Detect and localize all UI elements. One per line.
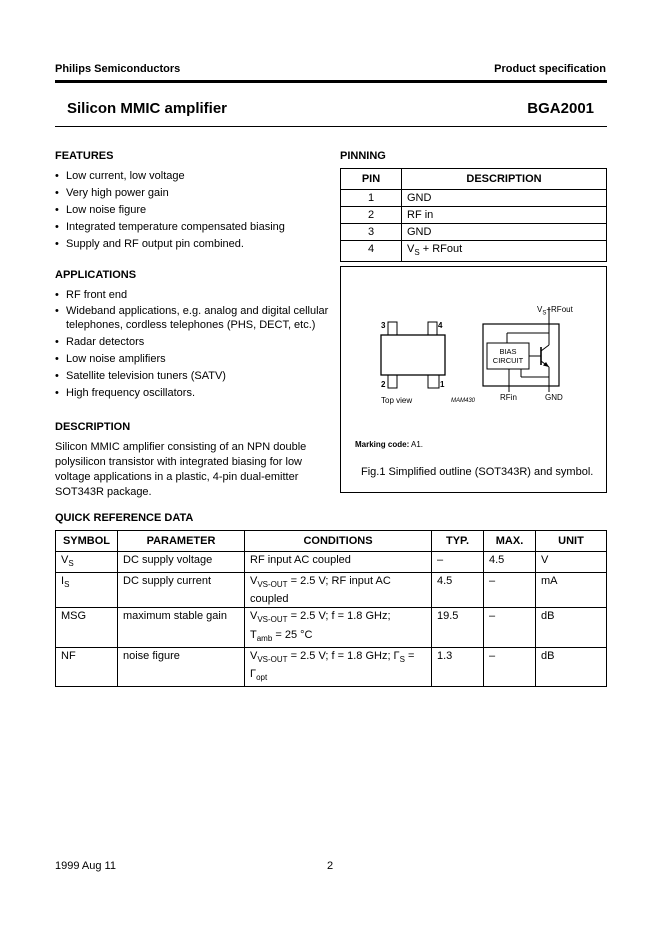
vs-rfout-label: $V_S+RFout$ — [537, 305, 573, 317]
max-cell: – — [484, 647, 536, 686]
col-description: DESCRIPTION — [402, 169, 607, 190]
quick-reference-heading: QUICK REFERENCE DATA — [55, 512, 194, 524]
applications-heading: APPLICATIONS — [55, 269, 137, 281]
table-row — [341, 241, 607, 262]
features-list — [55, 168, 330, 253]
typ-cell: – — [432, 552, 484, 573]
table-row — [56, 573, 607, 608]
conditions-cell: $V_{VS-OUT} = 2.5$ V; RF input AC coupled — [245, 573, 432, 608]
left-column — [55, 150, 330, 500]
list-item: • Low noise figure — [55, 202, 330, 219]
unit-cell: V — [536, 552, 607, 573]
pin1-label: 1 — [440, 380, 445, 389]
list-item: • Very high power gain — [55, 185, 330, 202]
table-header-row — [341, 169, 607, 190]
pin-description: $V_S$ + RFout — [402, 241, 607, 262]
parameter-cell: DC supply voltage — [118, 552, 245, 573]
unit-cell: dB — [536, 647, 607, 686]
list-item: • Integrated temperature compensated biasing — [55, 219, 330, 236]
col-symbol: SYMBOL — [56, 531, 118, 552]
pin-number: 3 — [341, 224, 402, 241]
max-cell: – — [484, 608, 536, 647]
pin-description: GND — [402, 190, 607, 207]
pinning-heading: PINNING — [340, 150, 386, 162]
title-rule — [55, 126, 607, 127]
marking-code: Marking code: A1. — [355, 440, 424, 449]
max-cell: – — [484, 573, 536, 608]
table-row — [341, 190, 607, 207]
pin-description: RF in — [402, 207, 607, 224]
col-unit: UNIT — [536, 531, 607, 552]
list-item: • Wideband applications, e.g. analog and digital cellular telephones, cordless telephones (PHS, DECT, etc.) — [55, 304, 330, 334]
col-conditions: CONDITIONS — [245, 531, 432, 552]
symbol-cell: MSG — [56, 608, 118, 647]
top-view-label: Top view — [381, 396, 413, 405]
applications-list — [55, 287, 330, 402]
conditions-cell: $V_{VS-OUT} = 2.5$ V; f = 1.8 GHz; $T_{amb} = 25$ °C — [245, 608, 432, 647]
description-heading: DESCRIPTION — [55, 421, 131, 433]
footer-date: 1999 Aug 11 — [55, 860, 116, 872]
rfin-label: RFin — [500, 393, 517, 402]
header-rule — [55, 80, 607, 83]
pin-number: 4 — [341, 241, 402, 262]
symbol-cell: NF — [56, 647, 118, 686]
col-parameter: PARAMETER — [118, 531, 245, 552]
parameter-cell: noise figure — [118, 647, 245, 686]
pin-number: 2 — [341, 207, 402, 224]
typ-cell: 19.5 — [432, 608, 484, 647]
table-row — [56, 552, 607, 573]
pin4-label: 4 — [438, 321, 443, 330]
conditions-cell: RF input AC coupled — [245, 552, 432, 573]
col-max: MAX. — [484, 531, 536, 552]
quick-reference-table — [55, 530, 607, 687]
description-text: Silicon MMIC amplifier consisting of an NPN double polysilicon transistor with integrated biasing for low voltage applications in a plastic, 4-pin dual-emitter SOT343R package. — [55, 441, 307, 498]
table-row — [341, 224, 607, 241]
col-pin: PIN — [341, 169, 402, 190]
company-name: Philips Semiconductors — [55, 63, 181, 75]
typ-cell: 4.5 — [432, 573, 484, 608]
parameter-cell: DC supply current — [118, 573, 245, 608]
symbol-cell: $I_S$ — [56, 573, 118, 608]
col-typ: TYP. — [432, 531, 484, 552]
list-item: • Supply and RF output pin combined. — [55, 236, 330, 253]
pinning-table — [340, 168, 607, 262]
list-item: • Low noise amplifiers — [55, 351, 330, 368]
bias-circuit-label: BIAS CIRCUIT — [492, 347, 524, 365]
typ-cell: 1.3 — [432, 647, 484, 686]
list-item: • Low current, low voltage — [55, 168, 330, 185]
symbol-cell: $V_S$ — [56, 552, 118, 573]
table-row — [56, 608, 607, 647]
unit-cell: mA — [536, 573, 607, 608]
parameter-cell: maximum stable gain — [118, 608, 245, 647]
pin2-label: 2 — [381, 380, 386, 389]
list-item: • RF front end — [55, 287, 330, 304]
max-cell: 4.5 — [484, 552, 536, 573]
doc-type: Product specification — [494, 63, 606, 75]
gnd-label: GND — [545, 393, 563, 402]
table-row — [341, 207, 607, 224]
figure-code: MAM430 — [451, 398, 476, 404]
pin3-label: 3 — [381, 321, 386, 330]
list-item: • Satellite television tuners (SATV) — [55, 368, 330, 385]
page-title: Silicon MMIC amplifier — [67, 100, 228, 117]
table-row — [56, 647, 607, 686]
table-header-row — [56, 531, 607, 552]
features-heading: FEATURES — [55, 150, 114, 162]
pin-number: 1 — [341, 190, 402, 207]
figure-box — [340, 266, 607, 493]
figure-caption: Fig.1 Simplified outline (SOT343R) and symbol. — [361, 466, 594, 478]
pin-description: GND — [402, 224, 607, 241]
conditions-cell: $V_{VS-OUT} = 2.5$ V; f = 1.8 GHz; $\Gamma_S = \Gamma_{opt}$ — [245, 647, 432, 686]
part-number: BGA2001 — [527, 100, 594, 117]
list-item: • High frequency oscillators. — [55, 385, 330, 402]
page-number: 2 — [327, 860, 334, 872]
package-diagram — [341, 267, 606, 437]
list-item: • Radar detectors — [55, 334, 330, 351]
unit-cell: dB — [536, 608, 607, 647]
